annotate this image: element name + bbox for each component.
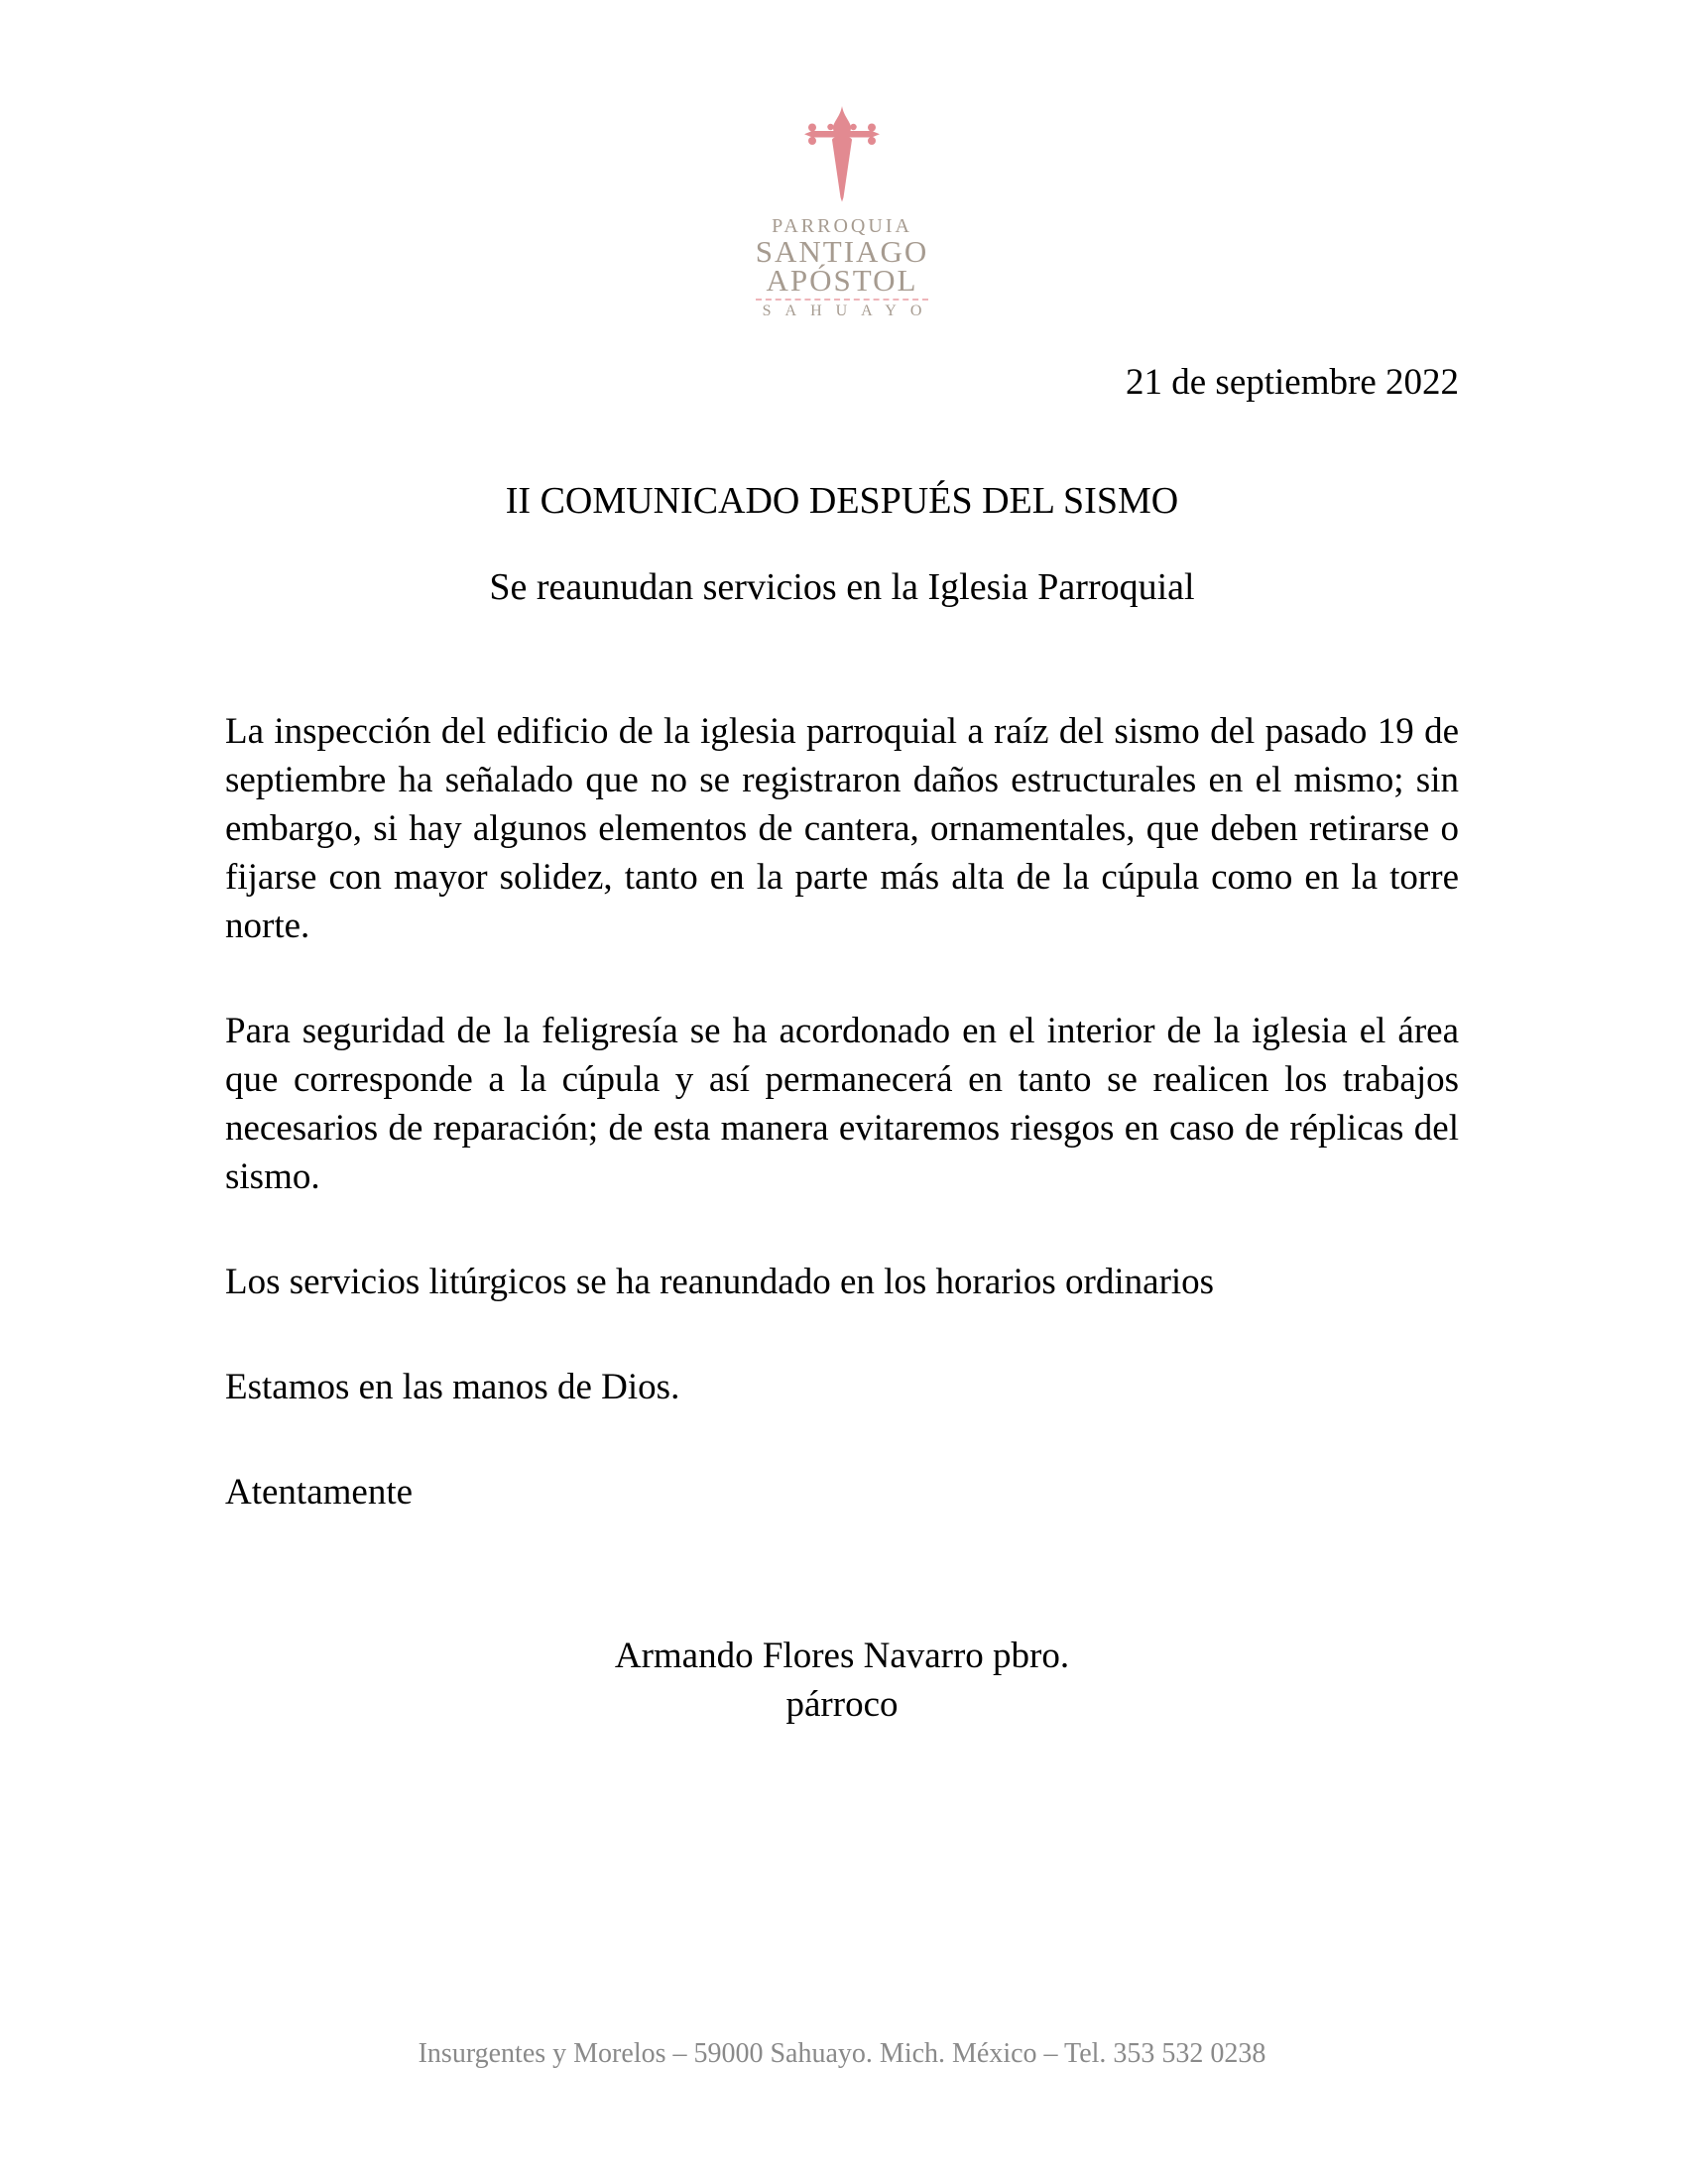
- logo-text-sahuayo: SAHUAYO: [762, 303, 936, 319]
- paragraph-faith: Estamos en las manos de Dios.: [225, 1367, 680, 1407]
- logo-text-parroquia: PARROQUIA: [772, 215, 912, 237]
- letter-body: [225, 707, 1459, 1517]
- parish-logo: [0, 105, 1684, 320]
- signature-block: [0, 1632, 1684, 1729]
- closing-salutation: Atentamente: [225, 1472, 414, 1513]
- letter-date: 21 de septiembre 2022: [1126, 362, 1459, 403]
- logo-text-santiago: SANTIAGO: [755, 234, 929, 269]
- paragraph-safety: Para seguridad de la feligresía se ha acordonado en el interior de la iglesia el área que corresponde a la cúpula y así permanecerá en tanto se realicen los trabajos necesarios de reparación; de esta manera evitaremos riesgos en caso de réplicas del sismo.: [225, 1011, 1459, 1197]
- logo-divider: [756, 299, 928, 301]
- footer-address: Insurgentes y Morelos – 59000 Sahuayo. Mich. México – Tel. 353 532 0238: [418, 2038, 1266, 2069]
- logo-text-apostol: APÓSTOL: [766, 263, 918, 298]
- signature-role: párroco: [785, 1684, 899, 1725]
- letter-title: II COMUNICADO DESPUÉS DEL SISMO: [505, 480, 1179, 522]
- paragraph-services: Los servicios litúrgicos se ha reanundado en los horarios ordinarios: [225, 1262, 1215, 1302]
- paragraph-inspection: La inspección del edificio de la iglesia parroquial a raíz del sismo del pasado 19 de septiembre ha señalado que no se registraron daños estructurales en el mismo; sin embargo, si hay algunos elementos de cantera, ornamentales, que deben retirarse o fijarse con mayor solidez, tanto en la parte más alta de la cúpula como en la torre norte.: [225, 711, 1459, 946]
- santiago-cross-icon: [804, 105, 880, 204]
- letter-subtitle: Se reaunudan servicios en la Iglesia Parroquial: [489, 566, 1195, 608]
- signature-name: Armando Flores Navarro pbro.: [614, 1636, 1070, 1676]
